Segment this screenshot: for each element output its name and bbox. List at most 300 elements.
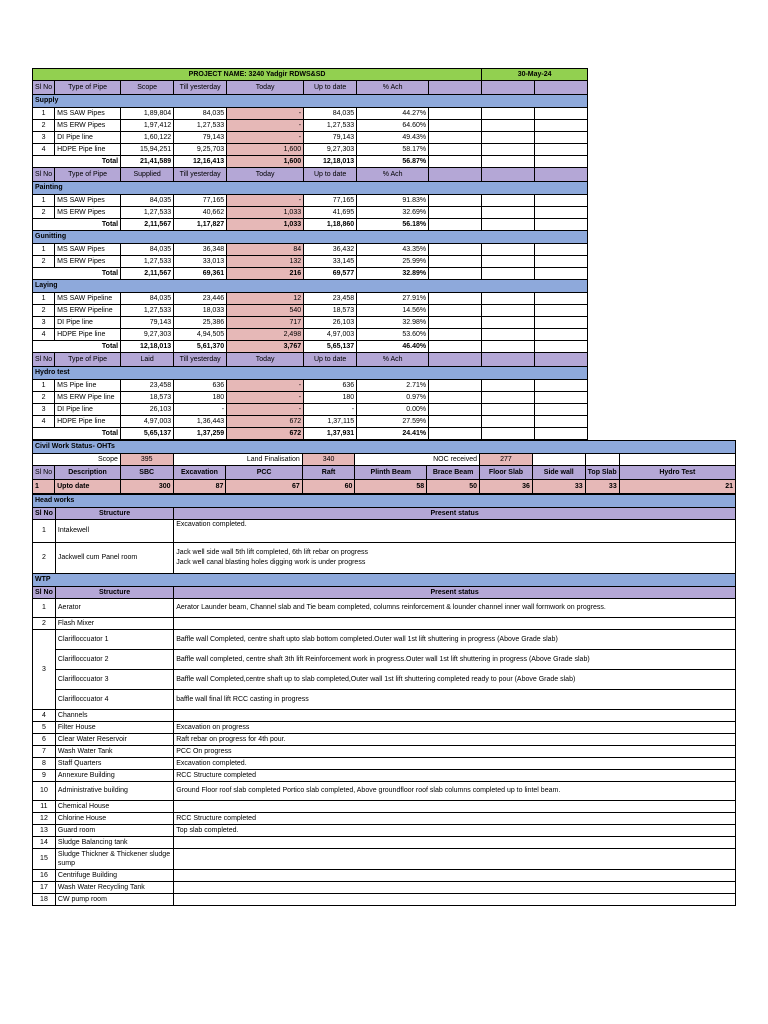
status-text	[174, 543, 736, 574]
structure-name: Chemical House	[55, 801, 173, 813]
table-row	[33, 722, 736, 734]
status-text	[174, 618, 736, 630]
row-number: 4	[33, 710, 56, 722]
status-text	[174, 849, 736, 870]
table-cell: 0.97%	[357, 392, 429, 404]
civil-title-row	[33, 441, 736, 454]
table-cell: MS Pipe line	[55, 380, 121, 392]
painting-header-row	[33, 168, 641, 182]
wtp-rows-c	[33, 870, 736, 906]
structure-name: Sludge Balancing tank	[55, 837, 173, 849]
status-text: Baffle wall Completed,centre shaft up to slab completed,Outer wall 1st lift shuttering completed ready to pour (Above Grade slab)	[174, 670, 736, 690]
col-header: Top Slab	[585, 466, 619, 480]
table-row	[33, 305, 641, 317]
total-cell: 56.18%	[357, 219, 429, 231]
table-cell: 27.91%	[357, 293, 429, 305]
table-cell: 3	[33, 404, 55, 416]
table-cell: 41,695	[304, 207, 357, 219]
table-cell: 540	[227, 305, 304, 317]
total-row	[33, 268, 641, 280]
section-title-row	[33, 95, 641, 108]
table-row	[33, 108, 641, 120]
table-cell: 636	[304, 380, 357, 392]
status-text: Baffle wall Completed, centre shaft upto slab bottom completed.Outer wall 1st lift shuttering in progress (Above Grade slab)	[174, 630, 736, 650]
total-cell: 1,18,860	[304, 219, 357, 231]
table-cell: 44.27%	[357, 108, 429, 120]
table-cell: 9,25,703	[174, 144, 227, 156]
table-cell: 84,035	[121, 195, 174, 207]
hydro-header-row	[33, 353, 641, 367]
total-cell: 21,41,589	[121, 156, 174, 168]
table-cell: Upto date	[55, 480, 121, 494]
section-title-row	[33, 231, 641, 244]
col-header: Today	[227, 168, 304, 182]
table-cell: 2,498	[227, 329, 304, 341]
section-title-row	[33, 280, 641, 293]
table-cell: 2	[33, 305, 55, 317]
table-row	[33, 801, 736, 813]
status-text	[174, 837, 736, 849]
col-header: Sl No	[33, 508, 56, 520]
table-cell: 1	[33, 108, 55, 120]
structure-name: Annexure Building	[55, 770, 173, 782]
table-cell: 3	[33, 132, 55, 144]
total-cell: 672	[227, 428, 304, 440]
table-cell: 84	[227, 244, 304, 256]
table-cell: HDPE Pipe line	[55, 144, 121, 156]
section-title: Gunitting	[33, 231, 588, 244]
table-cell: 18,033	[174, 305, 227, 317]
table-row	[33, 599, 736, 618]
table-cell: 1,27,533	[121, 256, 174, 268]
structure-name: Clear Water Reservoir	[55, 734, 173, 746]
noc-value: 277	[480, 454, 533, 466]
table-row	[33, 630, 736, 650]
table-cell: 4	[33, 416, 55, 428]
col-header: Structure	[55, 508, 173, 520]
table-cell: 23,458	[121, 380, 174, 392]
total-cell: 69,361	[174, 268, 227, 280]
table-cell: 2	[33, 207, 55, 219]
row-number: 9	[33, 770, 56, 782]
table-cell: 26,103	[121, 404, 174, 416]
col-header: Side wall	[532, 466, 585, 480]
col-header: Till yesterday	[174, 353, 227, 367]
civil-work-table	[32, 440, 736, 494]
table-cell: MS SAW Pipes	[55, 108, 121, 120]
table-row	[33, 256, 641, 268]
table-cell: 79,143	[121, 317, 174, 329]
col-header: Up to date	[304, 353, 357, 367]
table-cell: 23,446	[174, 293, 227, 305]
structure-name: Wash Water Recycling Tank	[55, 882, 173, 894]
table-cell: 36,348	[174, 244, 227, 256]
table-cell: 672	[227, 416, 304, 428]
table-cell: 77,165	[174, 195, 227, 207]
table-row	[33, 244, 641, 256]
col-header: Till yesterday	[174, 168, 227, 182]
table-row	[33, 894, 736, 906]
col-header: Scope	[121, 81, 174, 95]
supply-header-row	[33, 81, 641, 95]
col-header: PCC	[226, 466, 302, 480]
table-cell: 36	[480, 480, 533, 494]
table-cell: 1,033	[227, 207, 304, 219]
table-cell: 32.69%	[357, 207, 429, 219]
col-header: Sl No	[33, 587, 56, 599]
table-cell: MS ERW Pipes	[55, 256, 121, 268]
table-row	[33, 392, 641, 404]
total-cell: 2,11,567	[121, 219, 174, 231]
table-cell: -	[227, 132, 304, 144]
status-line: Jack well canal blasting holes digging work is under progress	[176, 559, 366, 566]
table-cell: -	[174, 404, 227, 416]
status-text: Baffle wall completed, centre shaft 3th lift Reinforcement work in progress.Outer wall 1st lift shuttering in progress (Above Grade slab)	[174, 650, 736, 670]
table-row	[33, 746, 736, 758]
total-cell: 1,17,827	[174, 219, 227, 231]
table-cell: 1,27,533	[174, 120, 227, 132]
table-cell: MS SAW Pipeline	[55, 293, 121, 305]
structure-name: Staff Quarters	[55, 758, 173, 770]
table-cell: 43.35%	[357, 244, 429, 256]
col-header: Type of Pipe	[55, 353, 121, 367]
col-header: Excavation	[173, 466, 226, 480]
table-cell: 25.99%	[357, 256, 429, 268]
col-header: Hydro Test	[619, 466, 735, 480]
table-cell: 84,035	[174, 108, 227, 120]
section-title-row	[33, 367, 641, 380]
table-cell: HDPE Pipe line	[55, 329, 121, 341]
table-row	[33, 825, 736, 837]
table-cell: 14.56%	[357, 305, 429, 317]
table-cell: DI Pipe line	[55, 404, 121, 416]
status-text	[174, 870, 736, 882]
status-text	[174, 801, 736, 813]
table-cell: 79,143	[174, 132, 227, 144]
table-cell: 2	[33, 120, 55, 132]
table-cell: 1	[33, 195, 55, 207]
col-header: Today	[227, 353, 304, 367]
total-cell: 5,65,137	[121, 428, 174, 440]
table-cell: 4,97,003	[121, 416, 174, 428]
table-cell: 15,94,251	[121, 144, 174, 156]
table-cell: 32.98%	[357, 317, 429, 329]
row-number: 7	[33, 746, 56, 758]
table-row	[33, 317, 641, 329]
status-text: Ground Floor roof slab completed Portico slab completed, Above groundfloor roof slab columns completed up to lintel beam.	[174, 782, 736, 801]
total-cell: 5,65,137	[304, 341, 357, 353]
table-cell: 50	[427, 480, 480, 494]
structure-name: Clarifloccuator 4	[55, 690, 173, 710]
table-cell: 1,27,533	[121, 305, 174, 317]
col-header: Up to date	[304, 168, 357, 182]
structure-name: Clarifloccuator 1	[55, 630, 173, 650]
row-number: 16	[33, 870, 56, 882]
table-cell: 12	[227, 293, 304, 305]
table-cell: 3	[33, 317, 55, 329]
table-cell: -	[227, 108, 304, 120]
table-cell: 84,035	[121, 293, 174, 305]
table-cell: MS SAW Pipes	[55, 195, 121, 207]
civil-header-row	[33, 466, 736, 480]
table-row	[33, 837, 736, 849]
table-row	[33, 670, 736, 690]
row-number: 11	[33, 801, 56, 813]
headworks-title: Head works	[33, 495, 736, 508]
col-header: Till yesterday	[174, 81, 227, 95]
col-header: Supplied	[121, 168, 174, 182]
table-row	[33, 543, 736, 574]
table-cell: 18,573	[121, 392, 174, 404]
total-label: Total	[33, 341, 121, 353]
table-cell: 9,27,303	[304, 144, 357, 156]
table-cell: -	[227, 392, 304, 404]
col-header: Type of Pipe	[55, 81, 121, 95]
table-cell: 23,458	[304, 293, 357, 305]
structure-name: Wash Water Tank	[55, 746, 173, 758]
col-header: Brace Beam	[427, 466, 480, 480]
table-cell: 84,035	[304, 108, 357, 120]
section-title: Laying	[33, 280, 588, 293]
wtp-rows-b	[33, 801, 736, 849]
col-header: % Ach	[357, 81, 429, 95]
table-cell: -	[304, 404, 357, 416]
table-cell: MS ERW Pipe line	[55, 392, 121, 404]
structure-name: Filter House	[55, 722, 173, 734]
row-number: 2	[33, 618, 56, 630]
table-cell: 132	[227, 256, 304, 268]
total-cell: 1,600	[227, 156, 304, 168]
structure-name: Sludge Thickner & Thickener sludge sump	[55, 849, 173, 870]
table-cell: 2	[33, 256, 55, 268]
col-header: Sl No	[33, 168, 55, 182]
table-cell: 1	[33, 380, 55, 392]
table-cell: MS SAW Pipes	[55, 244, 121, 256]
structure-name: Guard room	[55, 825, 173, 837]
wtp-title: WTP	[33, 574, 736, 587]
table-cell: -	[227, 120, 304, 132]
structure-name: Clarifloccuator 3	[55, 670, 173, 690]
row-number: 13	[33, 825, 56, 837]
civil-data-row	[33, 480, 736, 494]
land-label: Land Finalisation	[173, 454, 302, 466]
table-row	[33, 690, 736, 710]
structure-name: Flash Mixer	[55, 618, 173, 630]
total-cell: 12,18,013	[121, 341, 174, 353]
pipe-progress-table	[32, 68, 641, 440]
row-number: 8	[33, 758, 56, 770]
table-cell: 36,432	[304, 244, 357, 256]
table-row	[33, 782, 736, 801]
headworks-header-row	[33, 508, 736, 520]
table-row	[33, 882, 736, 894]
section-title-row	[33, 182, 641, 195]
total-cell: 1,37,259	[174, 428, 227, 440]
structure-name: Aerator	[55, 599, 173, 618]
row-number: 2	[33, 543, 56, 574]
total-label: Total	[33, 428, 121, 440]
table-cell: -	[227, 380, 304, 392]
row-number: 12	[33, 813, 56, 825]
table-cell: 25,386	[174, 317, 227, 329]
structure-name: CW pump room	[55, 894, 173, 906]
table-row	[33, 734, 736, 746]
structure-name: Clarifloccuator 2	[55, 650, 173, 670]
gunitting-section	[33, 231, 641, 280]
table-row	[33, 650, 736, 670]
wtp-title-row	[33, 574, 736, 587]
col-header: Raft	[302, 466, 355, 480]
total-row	[33, 428, 641, 440]
table-row	[33, 293, 641, 305]
table-cell: 1	[33, 293, 55, 305]
col-header: Sl No	[33, 353, 55, 367]
table-cell: 1,97,412	[121, 120, 174, 132]
total-row	[33, 156, 641, 168]
table-cell: HDPE Pipe line	[55, 416, 121, 428]
col-header: Plinth Beam	[355, 466, 427, 480]
civil-scope-row	[33, 454, 736, 466]
status-text	[174, 882, 736, 894]
table-cell: 1,89,804	[121, 108, 174, 120]
table-cell: 1,37,115	[304, 416, 357, 428]
table-cell: 0.00%	[357, 404, 429, 416]
table-cell: 33,013	[174, 256, 227, 268]
painting-section	[33, 182, 641, 231]
status-text: Excavation completed.	[174, 520, 736, 543]
row-number: 5	[33, 722, 56, 734]
status-text: PCC On progress	[174, 746, 736, 758]
status-text: Raft rebar on progress for 4th pour.	[174, 734, 736, 746]
row-number: 6	[33, 734, 56, 746]
total-cell: 56.87%	[357, 156, 429, 168]
table-row	[33, 207, 641, 219]
col-header: Laid	[121, 353, 174, 367]
table-cell: 49.43%	[357, 132, 429, 144]
total-label: Total	[33, 219, 121, 231]
row-number: 3	[33, 630, 56, 710]
row-number: 10	[33, 782, 56, 801]
table-cell: 1,27,533	[121, 207, 174, 219]
table-cell: 4	[33, 144, 55, 156]
table-cell: 180	[304, 392, 357, 404]
table-cell: MS ERW Pipeline	[55, 305, 121, 317]
scope-label: Scope	[33, 454, 121, 466]
headworks-title-row	[33, 495, 736, 508]
noc-label: NOC received	[355, 454, 480, 466]
total-cell: 1,033	[227, 219, 304, 231]
structure-name: Centrifuge Building	[55, 870, 173, 882]
structure-name: Channels	[55, 710, 173, 722]
col-header: Description	[55, 466, 121, 480]
total-cell: 12,16,413	[174, 156, 227, 168]
section-title: Painting	[33, 182, 588, 195]
total-cell: 32.89%	[357, 268, 429, 280]
table-cell: 77,165	[304, 195, 357, 207]
table-cell: 636	[174, 380, 227, 392]
table-row	[33, 120, 641, 132]
table-row	[33, 618, 736, 630]
structure-name: Chlorine House	[55, 813, 173, 825]
table-row	[33, 380, 641, 392]
row-number: 14	[33, 837, 56, 849]
col-header: Present status	[174, 587, 736, 599]
total-cell: 1,37,931	[304, 428, 357, 440]
table-cell: -	[227, 404, 304, 416]
table-cell: 67	[226, 480, 302, 494]
table-row	[33, 329, 641, 341]
structure-name: Administrative building	[55, 782, 173, 801]
laying-section	[33, 280, 641, 353]
structure-name: Intakewell	[55, 520, 173, 543]
table-row	[33, 813, 736, 825]
table-cell: 18,573	[304, 305, 357, 317]
table-cell: -	[227, 195, 304, 207]
table-cell: MS ERW Pipes	[55, 120, 121, 132]
table-cell: 33,145	[304, 256, 357, 268]
status-text	[174, 894, 736, 906]
table-row	[33, 849, 736, 870]
table-cell: 58.17%	[357, 144, 429, 156]
col-header: Structure	[55, 587, 173, 599]
table-cell: 300	[120, 480, 173, 494]
section-title: Supply	[33, 95, 588, 108]
scope-value: 395	[120, 454, 173, 466]
report-sheet	[32, 68, 736, 906]
table-cell: 1,27,533	[304, 120, 357, 132]
project-name: PROJECT NAME: 3240 Yadgir RDWS&SD	[33, 69, 482, 81]
table-cell: 1,36,443	[174, 416, 227, 428]
table-cell: 91.83%	[357, 195, 429, 207]
total-cell: 46.40%	[357, 341, 429, 353]
table-cell: DI Pipe line	[55, 132, 121, 144]
table-cell: 21	[619, 480, 735, 494]
total-cell: 3,767	[227, 341, 304, 353]
table-cell: 87	[173, 480, 226, 494]
table-cell: 1	[33, 480, 55, 494]
table-row	[33, 770, 736, 782]
table-cell: 27.59%	[357, 416, 429, 428]
table-cell: 2	[33, 392, 55, 404]
civil-title: Civil Work Status- OHTs	[33, 441, 736, 454]
hydro-section	[33, 367, 641, 440]
table-cell: 2.71%	[357, 380, 429, 392]
total-row	[33, 219, 641, 231]
status-text: Excavation completed.	[174, 758, 736, 770]
table-row	[33, 132, 641, 144]
structure-name: Jackwell cum Panel room	[55, 543, 173, 574]
table-row	[33, 710, 736, 722]
table-row	[33, 416, 641, 428]
row-number: 17	[33, 882, 56, 894]
table-cell: 26,103	[304, 317, 357, 329]
total-cell: 12,18,013	[304, 156, 357, 168]
status-text	[174, 710, 736, 722]
table-cell: 4	[33, 329, 55, 341]
total-cell: 5,61,370	[174, 341, 227, 353]
table-cell: 33	[532, 480, 585, 494]
col-header: Floor Slab	[480, 466, 533, 480]
table-cell: 60	[302, 480, 355, 494]
table-cell: 180	[174, 392, 227, 404]
status-text: RCC Structure completed	[174, 770, 736, 782]
status-text: baffle wall final lift RCC casting in progress	[174, 690, 736, 710]
table-row	[33, 520, 736, 543]
row-number: 1	[33, 599, 56, 618]
total-label: Total	[33, 156, 121, 168]
table-cell: 33	[585, 480, 619, 494]
table-cell: 4,94,505	[174, 329, 227, 341]
